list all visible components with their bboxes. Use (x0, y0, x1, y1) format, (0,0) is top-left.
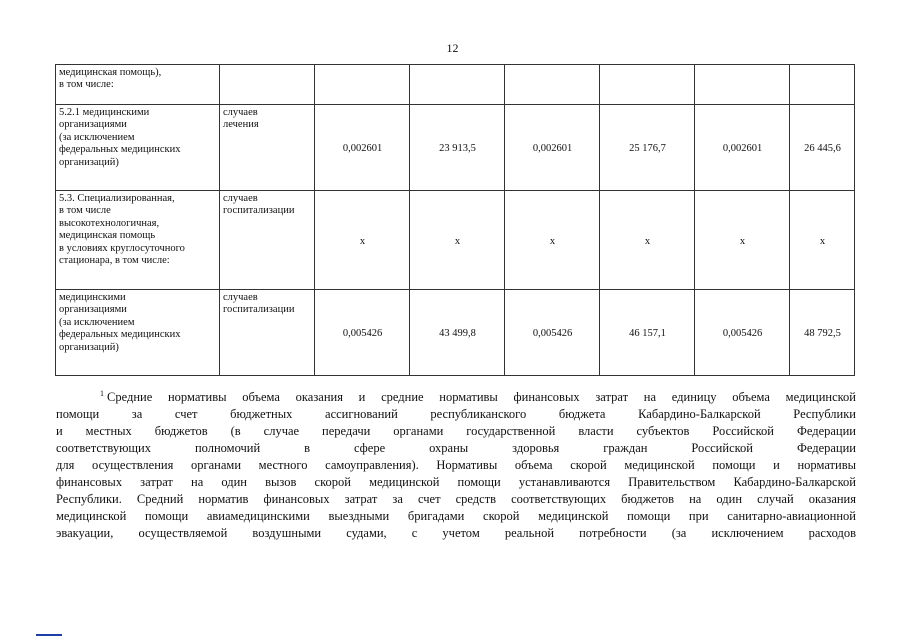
unit-line: госпитализации (223, 205, 295, 217)
unit-line: случаев (223, 193, 258, 204)
value-cell (790, 65, 855, 105)
row-description (56, 290, 220, 376)
description-line: стационара, в том числе: (59, 255, 170, 267)
unit-line: лечения (223, 119, 259, 131)
value-cell (505, 290, 600, 376)
footnote-line (56, 491, 856, 508)
value-cell (695, 65, 790, 105)
value-cell (505, 65, 600, 105)
value-text: x (359, 235, 366, 247)
value-cell (695, 191, 790, 290)
description-line: медицинская помощь), (59, 67, 162, 78)
value-cell (505, 105, 600, 191)
value-cell (600, 105, 695, 191)
value-text: 46 157,1 (629, 328, 666, 340)
value-text: 26 445,6 (804, 143, 841, 155)
description-line: высокотехнологичная, (59, 217, 160, 229)
description-line: организаций) (59, 156, 119, 168)
value-cell (600, 65, 695, 105)
row-description (56, 191, 220, 290)
norms-table (55, 64, 855, 376)
value-text: 0,005426 (532, 328, 573, 340)
footnote-text: финансовых затрат на один вызов скорой медицинской помощи устанавливаются Правительством Кабардино-Балкарской (56, 475, 856, 489)
footnote (56, 389, 856, 542)
description-line: (за исключением (59, 131, 135, 143)
value-text: 0,005426 (342, 328, 383, 340)
unit-line: случаев (223, 107, 258, 118)
footnote-line (56, 406, 856, 423)
unit-line: госпитализации (223, 304, 295, 316)
corner-mark (36, 634, 62, 636)
footnote-line (56, 389, 856, 406)
value-text: x (454, 235, 461, 247)
value-text: x (549, 235, 556, 247)
row-description (56, 65, 220, 105)
value-cell (410, 105, 505, 191)
footnote-line (56, 474, 856, 491)
description-line: в том числе: (59, 79, 114, 91)
row-unit (220, 290, 315, 376)
row-unit (220, 65, 315, 105)
value-cell (600, 191, 695, 290)
value-cell (315, 191, 410, 290)
row-unit (220, 105, 315, 191)
value-cell (315, 290, 410, 376)
description-line: в условиях круглосуточного (59, 242, 185, 254)
value-cell (410, 65, 505, 105)
value-text: x (739, 235, 746, 247)
table-row (56, 290, 855, 376)
value-cell (790, 191, 855, 290)
value-cell (410, 191, 505, 290)
value-cell (695, 290, 790, 376)
value-cell (505, 191, 600, 290)
description-line: федеральных медицинских (59, 144, 181, 156)
footnote-text: для осуществления органами местного самоуправления). Нормативы объема скорой медицинской помощи и нормативы (56, 458, 856, 472)
footnote-line (56, 508, 856, 525)
description-line: 5.2.1 медицинскими (59, 107, 150, 118)
value-text: 25 176,7 (629, 143, 666, 155)
value-text: x (644, 235, 651, 247)
value-text: 43 499,8 (439, 328, 476, 340)
value-text: x (819, 235, 826, 247)
footnote-text: соответствующих полномочий в сфере охраны здоровья граждан Российской Федерации (56, 441, 856, 455)
footnote-text: эвакуации, осуществляемой воздушными судами, с учетом реальной потребности (за исключением расходов (56, 526, 856, 540)
value-text: 23 913,5 (439, 143, 476, 155)
footnote-text: Средние нормативы объема оказания и средние нормативы финансовых затрат на единицу объема медицинской (107, 390, 856, 404)
description-line: федеральных медицинских (59, 329, 181, 341)
row-description (56, 105, 220, 191)
footnote-line (56, 440, 856, 457)
value-text: 0,002601 (342, 143, 383, 155)
description-line: организациями (59, 304, 127, 316)
footnote-text: и местных бюджетов (в случае передачи органами государственной власти субъектов Российской Федерации (56, 424, 856, 438)
table-row (56, 105, 855, 191)
value-text: 0,005426 (722, 328, 763, 340)
description-line: 5.3. Специализированная, (59, 193, 175, 204)
footnote-text: Республики. Средний норматив финансовых затрат за счет средств соответствующих бюджетов на один случай оказания (56, 492, 856, 506)
description-line: (за исключением (59, 316, 135, 328)
value-cell (790, 105, 855, 191)
footnote-text: помощи за счет бюджетных ассигнований республиканского бюджета Кабардино-Балкарской Республики (56, 407, 856, 421)
value-text: 0,002601 (532, 143, 573, 155)
value-text: 0,002601 (722, 143, 763, 155)
value-cell (695, 105, 790, 191)
footnote-line (56, 525, 856, 542)
value-cell (315, 105, 410, 191)
table-row (56, 191, 855, 290)
unit-line: случаев (223, 292, 258, 303)
value-cell (790, 290, 855, 376)
footnote-line (56, 423, 856, 440)
value-cell (410, 290, 505, 376)
footnote-marker: 1 (100, 388, 104, 398)
page-number: 12 (446, 41, 459, 55)
value-text: 48 792,5 (804, 328, 841, 340)
description-line: организаций) (59, 341, 119, 353)
table-row (56, 65, 855, 105)
description-line: медицинская помощь (59, 230, 156, 242)
description-line: организациями (59, 119, 127, 131)
value-cell (315, 65, 410, 105)
description-line: медицинскими (59, 292, 126, 303)
row-unit (220, 191, 315, 290)
description-line: в том числе (59, 205, 111, 217)
value-cell (600, 290, 695, 376)
footnote-text: медицинской помощи авиамедицинскими выездными бригадами скорой медицинской помощи при санитарно-авиационной (56, 509, 856, 523)
footnote-line (56, 457, 856, 474)
